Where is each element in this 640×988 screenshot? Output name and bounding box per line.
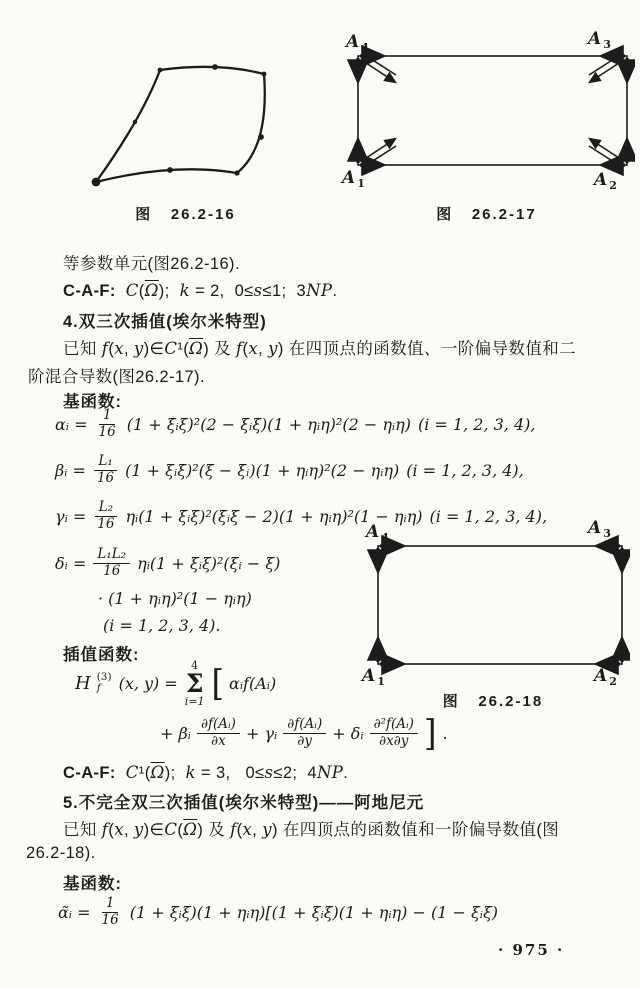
fraction: $\frac{\text{L₁}}{16}$ [93,454,118,486]
vertex-label-a2: A $_2$ [594,666,617,688]
interpolation-function-label: 插值函数: [63,646,140,664]
formula-beta [55,449,524,491]
figure-26-2-18 [356,518,630,711]
formula-rhs: · (1 + ηᵢη)²(1 − ηᵢη) [98,589,252,608]
formula-range: (i = 1, 2, 3, 4), [417,414,536,434]
formula-lhs: βᵢ = [55,460,86,480]
vertex-label-a2: A $_2$ [594,170,617,192]
figure-26-2-16 [58,26,313,224]
vertex-label-a1: A $_1$ [342,168,365,190]
formula-interpolation-1 [75,659,276,707]
formula-lhs: α̃ᵢ = [58,902,91,922]
formula-rhs: ηᵢ(1 + ξᵢξ)²(ξᵢ − ξ) [137,553,281,573]
caf-line-2: C-A-F: $C^1(\overline{\Omega})$; k = 3, 0≤s≤2; 4NP. [63,763,349,782]
figure-caption: 图 26.2-16 [135,206,236,223]
formula-term: + δᵢ [332,723,364,743]
fraction: $\frac{1}{16}$ [101,894,119,928]
fraction-dfdy: $\frac{\text{∂f(Aᵢ)}}{\partial y}$ [283,717,326,749]
summation-symbol: 4 Σ i=1 [184,658,205,708]
caf-line-1: C-A-F: $C(\overline{\Omega})$; k = 2, 0≤s≤1; 3NP. [63,281,338,300]
formula-rhs: (1 + ξᵢξ)²(ξ − ξᵢ)(1 + ηᵢη)²(2 − ηᵢη) [125,460,400,480]
figure-caption: 图 26.2-18 [442,693,544,710]
formula-lhs: γᵢ = [55,506,87,526]
page-number: · 975 · [498,941,565,959]
formula-rhs: (1 + ξᵢξ)²(2 − ξᵢξ)(1 + ηᵢη)²(2 − ηᵢη) [126,414,411,434]
basis-functions-label-2: 基函数: [63,875,122,893]
paragraph-isoparametric: 等参数单元(图26.2-16). [63,255,240,273]
fraction: $\frac{\text{L₂}}{16}$ [93,500,118,532]
formula-term: + βᵢ [160,723,191,743]
formula-term: αᵢf(Aᵢ) [229,673,277,693]
basis-functions-label-1: 基函数: [63,393,122,411]
vertex-label-a4: A $_4$ [346,32,369,54]
formula-rhs: (1 + ξᵢξ)(1 + ηᵢη)[(1 + ξᵢξ)(1 + ηᵢη) − (1 − ξᵢξ) [129,902,499,922]
fraction-d2fdxdy: $\frac{\text{∂²f(Aᵢ)}}{\partial x\partial y}$ [370,717,418,749]
fraction: $\frac{1}{16}$ [98,406,116,440]
vertex-label-a3: A $_3$ [588,518,611,540]
paragraph-5b: 26.2-18). [26,844,96,862]
formula-delta-range [103,616,221,635]
h-supsub: (3) f [96,670,112,694]
vertex-label-a4: A $_4$ [366,522,389,544]
formula-rhs: ηᵢ(1 + ξᵢξ)²(ξᵢξ − 2)(1 + ηᵢη)²(1 − ηᵢη) [125,506,423,526]
formula-interpolation-2 [160,709,448,757]
formula-range: (i = 1, 2, 3, 4), [406,460,524,480]
h-symbol: H [75,672,91,694]
paragraph-4b: 阶混合导数(图26.2-17). [28,368,205,386]
formula-delta-continued [98,589,252,608]
fraction: $\frac{\text{L₁L₂}}{16}$ [93,547,130,579]
formula-alpha-tilde [58,891,498,933]
formula-alpha [55,403,535,445]
vertex-label-a3: A $_3$ [588,29,611,51]
formula-lhs: δᵢ = [55,553,87,573]
paragraph-4a: 已知 f(x, $y)\in C^1(\overline{\Omega})$ 及 f(x, y) 在四顶点的函数值、一阶偏导数值和二 [63,339,577,358]
formula-term: + γᵢ [245,723,278,743]
figure-caption: 图 26.2-17 [436,206,537,223]
formula-range: (i = 1, 2, 3, 4), [429,506,548,526]
section5-title: 5.不完全双三次插值(埃尔米特型)——阿地尼元 [63,794,425,812]
formula-lhs: αᵢ = [55,414,88,434]
paragraph-5a: 已知 f(x, $y)\in C(\overline{\Omega})$ 及 f(x, y) 在四顶点的函数值和一阶偏导数值(图 [63,820,560,839]
fraction-dfdx: $\frac{\text{∂f(Aᵢ)}}{\partial x}$ [197,717,240,749]
formula-range: (i = 1, 2, 3, 4). [103,616,221,635]
formula-delta [55,542,280,584]
period: . [442,723,448,743]
section4-title: 4.双三次插值(埃尔米特型) [63,313,267,331]
left-bracket: [ [211,661,225,705]
figure-26-2-17 [338,20,635,224]
vertex-label-a1: A $_1$ [362,666,385,688]
formula-args: (x, y) = [118,673,178,693]
rectangle-ticks-drawing [356,526,630,678]
curved-quadrilateral-drawing [58,26,313,198]
right-bracket: ] [423,711,437,755]
